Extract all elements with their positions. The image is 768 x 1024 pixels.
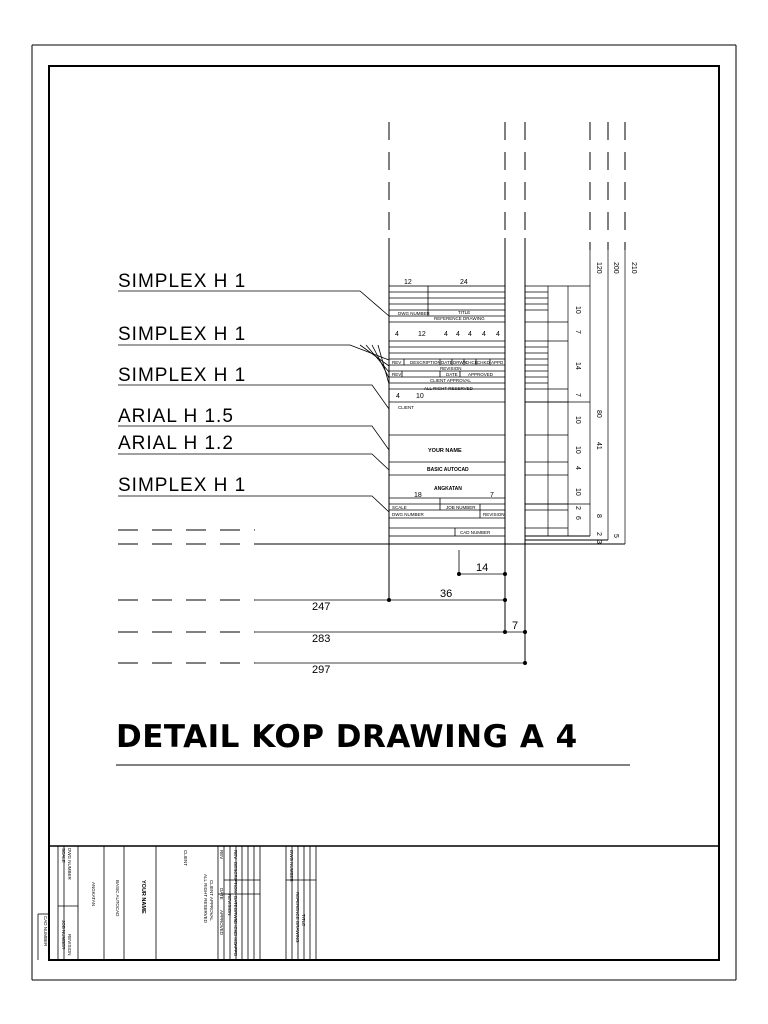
tb-date: DATE bbox=[446, 372, 458, 377]
svg-text:REV: REV bbox=[233, 850, 238, 860]
rev-col-widths bbox=[395, 331, 500, 338]
dashed-horizontals bbox=[118, 530, 255, 663]
svg-text:CHKD: CHKD bbox=[477, 360, 490, 365]
tb-title: TITLE bbox=[458, 310, 471, 315]
svg-text:4: 4 bbox=[574, 466, 581, 470]
svg-text:4: 4 bbox=[468, 331, 472, 338]
tb-approved: APPROVED bbox=[468, 372, 494, 377]
tb-client-approval: CLIENT APPROVAL bbox=[430, 378, 471, 383]
svg-text:80: 80 bbox=[595, 410, 602, 418]
tb-dim-10: 10 bbox=[416, 393, 424, 400]
svg-text:5: 5 bbox=[612, 534, 619, 538]
svg-text:CHCK: CHCK bbox=[465, 360, 478, 365]
sheet-edge-lines bbox=[255, 536, 625, 544]
tb-dim-18: 18 bbox=[414, 492, 422, 499]
dim-297: 297 bbox=[312, 664, 331, 676]
svg-text:6: 6 bbox=[574, 516, 581, 520]
svg-text:14: 14 bbox=[574, 362, 581, 370]
svg-text:10: 10 bbox=[574, 446, 581, 454]
font-label-6: SIMPLEX H 1 bbox=[118, 475, 247, 496]
col-width-24: 24 bbox=[460, 279, 468, 286]
titleblock-detail bbox=[389, 286, 505, 536]
font-label-2: SIMPLEX H 1 bbox=[118, 324, 247, 345]
svg-text:10: 10 bbox=[574, 306, 581, 314]
tb-angkatan: ANGKATAN bbox=[434, 486, 462, 492]
svg-text:4: 4 bbox=[496, 331, 500, 338]
svg-text:4: 4 bbox=[395, 331, 399, 338]
svg-text:BASIC AUTOCAD: BASIC AUTOCAD bbox=[115, 880, 120, 917]
svg-text:DRWN: DRWN bbox=[453, 360, 467, 365]
svg-text:DESCRIPTION: DESCRIPTION bbox=[410, 360, 441, 365]
font-label-1: SIMPLEX H 1 bbox=[118, 271, 247, 292]
svg-text:TITLE: TITLE bbox=[301, 914, 306, 927]
tb-revision: REVISION bbox=[440, 366, 462, 371]
main-title: DETAIL KOP DRAWING A 4 bbox=[116, 719, 578, 755]
svg-text:APPD: APPD bbox=[233, 944, 238, 957]
tb-cad-number: CAD NUMBER bbox=[460, 530, 491, 535]
svg-text:200: 200 bbox=[612, 262, 619, 274]
svg-text:210: 210 bbox=[630, 262, 637, 274]
svg-text:120: 120 bbox=[595, 262, 602, 274]
bottom-titleblock-text bbox=[43, 848, 306, 957]
dim-7: 7 bbox=[512, 620, 519, 632]
svg-text:DWG NUMBER: DWG NUMBER bbox=[67, 848, 72, 880]
right-dim-labels bbox=[574, 262, 637, 544]
bottom-titleblock bbox=[38, 846, 316, 960]
col-width-12: 12 bbox=[404, 279, 412, 286]
svg-text:REVISION: REVISION bbox=[67, 934, 72, 956]
svg-text:2: 2 bbox=[595, 532, 602, 536]
svg-text:DATE: DATE bbox=[219, 888, 224, 900]
svg-text:DESCRIPTION: DESCRIPTION bbox=[233, 862, 238, 893]
rev-headers bbox=[392, 360, 504, 365]
font-label-5: ARIAL H 1.2 bbox=[118, 433, 234, 454]
svg-text:ANGKATAN: ANGKATAN bbox=[91, 882, 96, 907]
tb-revision2: REVISION bbox=[483, 512, 505, 517]
svg-text:7: 7 bbox=[574, 393, 581, 397]
svg-text:DATE: DATE bbox=[233, 896, 238, 908]
dim-36: 36 bbox=[440, 588, 453, 600]
svg-text:REVISION: REVISION bbox=[227, 894, 232, 916]
svg-text:8: 8 bbox=[595, 514, 602, 518]
svg-text:DATE: DATE bbox=[441, 360, 453, 365]
svg-text:4: 4 bbox=[444, 331, 448, 338]
svg-text:12: 12 bbox=[418, 331, 426, 338]
svg-text:JOB NUMBER: JOB NUMBER bbox=[61, 920, 66, 950]
dim-283: 283 bbox=[312, 633, 331, 645]
svg-text:REV: REV bbox=[219, 850, 224, 860]
svg-text:DRWN: DRWN bbox=[233, 908, 238, 922]
dim-14: 14 bbox=[476, 562, 489, 574]
svg-text:CLIENT APPROVAL: CLIENT APPROVAL bbox=[209, 880, 214, 921]
drawing-frame bbox=[49, 66, 719, 960]
svg-text:7: 7 bbox=[574, 330, 581, 334]
svg-text:APPD: APPD bbox=[491, 360, 504, 365]
tb-dwg-number: DWG NUMBER bbox=[398, 311, 430, 316]
tb-dwg-number2: DWG NUMBER bbox=[392, 512, 424, 517]
svg-text:3: 3 bbox=[595, 540, 602, 544]
tb-scale: SCALE bbox=[392, 505, 407, 510]
tb-dim-7: 7 bbox=[490, 492, 494, 499]
tb-rev: REV bbox=[392, 372, 402, 377]
dim-247: 247 bbox=[312, 601, 331, 613]
svg-text:CAD NUMBER: CAD NUMBER bbox=[43, 916, 48, 947]
dimension-dots bbox=[387, 572, 527, 665]
svg-text:YOUR NAME: YOUR NAME bbox=[140, 880, 146, 914]
tb-your-name: YOUR NAME bbox=[428, 448, 462, 454]
svg-text:10: 10 bbox=[574, 416, 581, 424]
tb-job-number: JOB NUMBER bbox=[446, 505, 476, 510]
svg-text:APPROVED: APPROVED bbox=[219, 910, 224, 936]
tb-basic-autocad: BASIC AUTOCAD bbox=[427, 467, 469, 473]
tb-dim-4: 4 bbox=[396, 393, 400, 400]
svg-text:CLIENT: CLIENT bbox=[183, 850, 188, 867]
svg-text:CHKD: CHKD bbox=[233, 932, 238, 945]
svg-text:2: 2 bbox=[574, 506, 581, 510]
svg-text:REFERENCE DRAWING: REFERENCE DRAWING bbox=[295, 892, 300, 943]
svg-text:10: 10 bbox=[574, 488, 581, 496]
svg-text:4: 4 bbox=[456, 331, 460, 338]
svg-text:REV: REV bbox=[392, 360, 402, 365]
svg-text:41: 41 bbox=[595, 442, 602, 450]
font-label-4: ARIAL H 1.5 bbox=[118, 406, 234, 427]
right-dimensions bbox=[525, 250, 625, 544]
svg-text:4: 4 bbox=[482, 331, 486, 338]
svg-text:SCALE: SCALE bbox=[61, 848, 66, 863]
svg-text:ALL RIGHT RESERVED: ALL RIGHT RESERVED bbox=[203, 874, 208, 923]
svg-text:CHCK: CHCK bbox=[233, 920, 238, 933]
svg-text:DWG NUMBER: DWG NUMBER bbox=[289, 850, 294, 882]
dashed-verticals bbox=[389, 122, 625, 280]
tb-client: CLIENT bbox=[398, 405, 415, 410]
tb-reference-drawing: REFERENCE DRAWING bbox=[434, 316, 485, 321]
tb-all-right-reserved: ALL RIGHT RESERVED bbox=[424, 386, 473, 391]
font-label-3: SIMPLEX H 1 bbox=[118, 365, 247, 386]
